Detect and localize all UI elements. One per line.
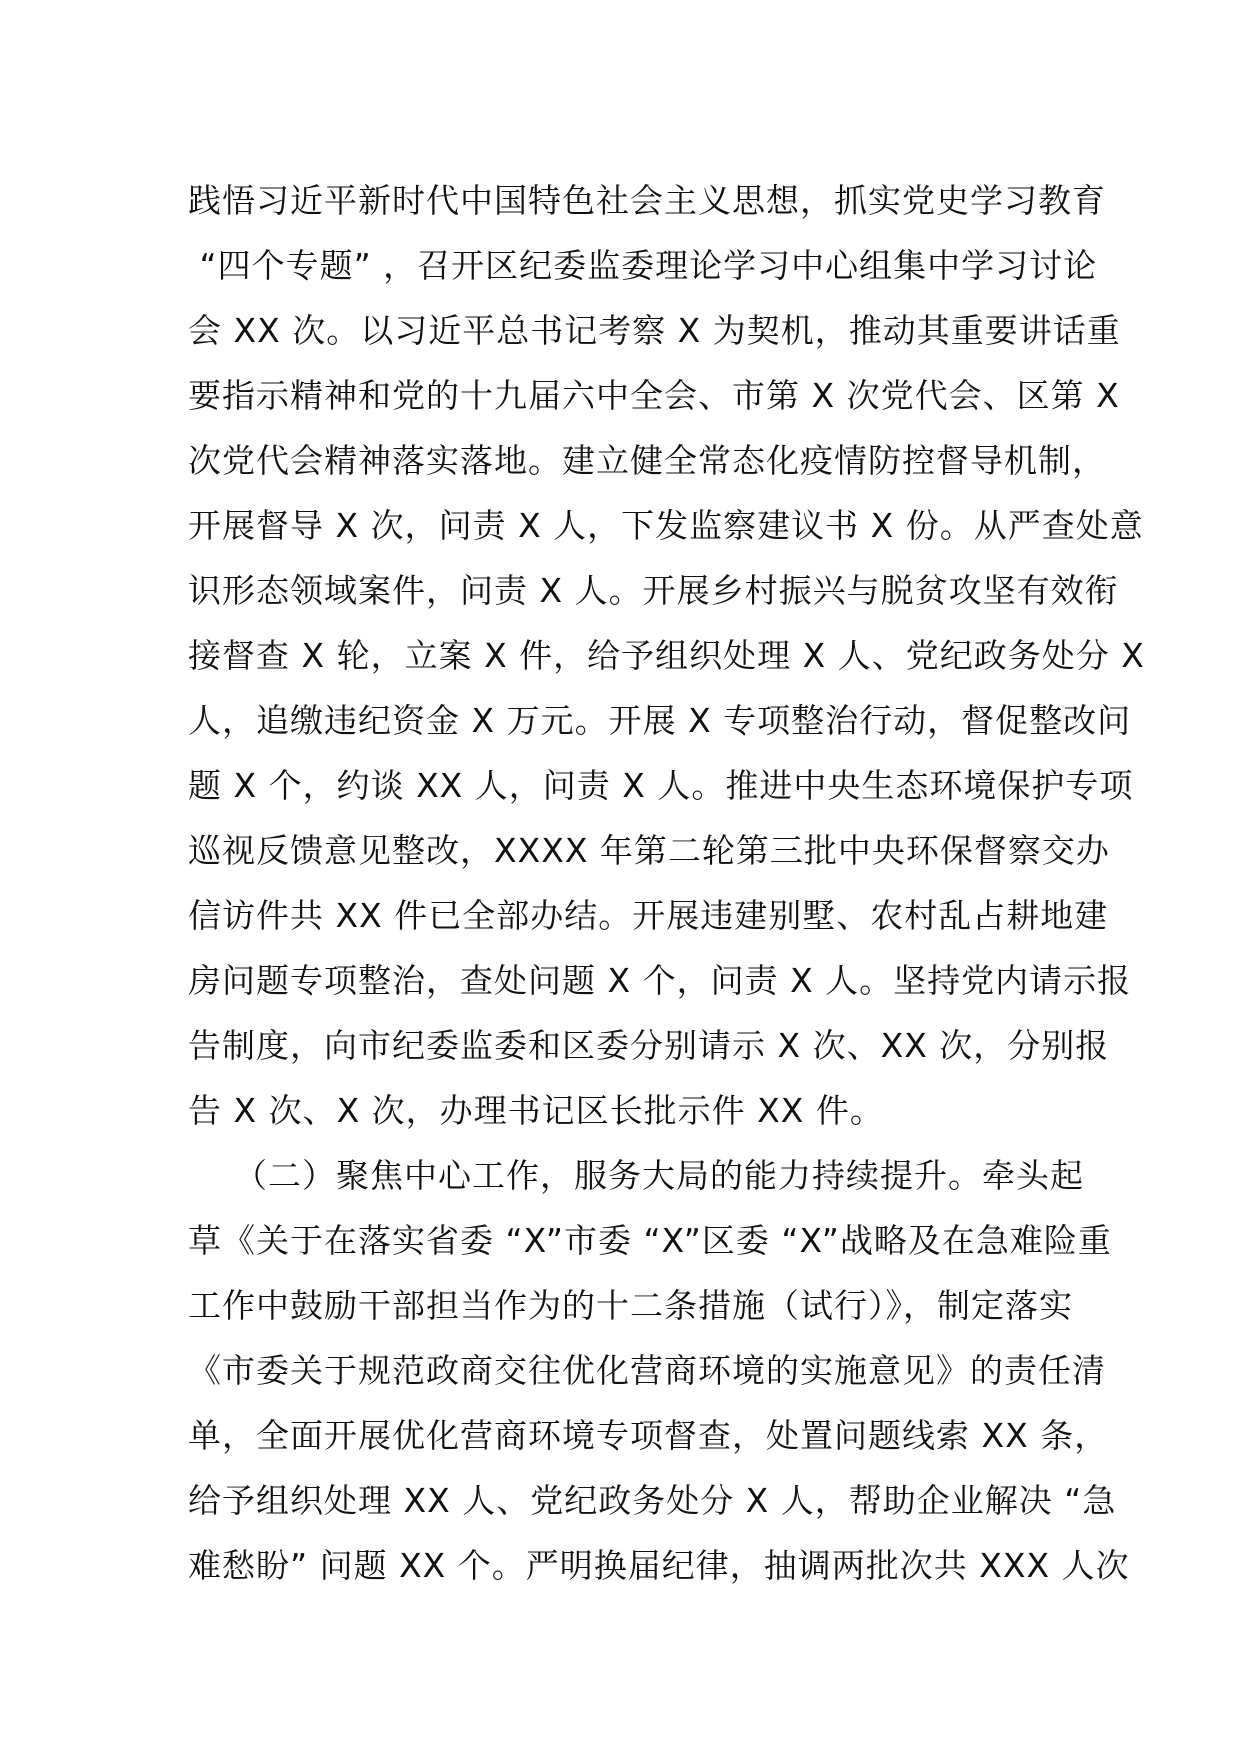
text-line: 践悟习近平新时代中国特色社会主义思想，抓实党史学习教育	[188, 181, 1106, 220]
text-line: 房问题专项整治，查处问题 X 个，问责 X 人。坚持党内请示报	[188, 961, 1132, 1000]
text-line: 题 X 个，约谈 XX 人，问责 X 人。推进中央生态环境保护专项	[188, 766, 1134, 805]
text-line: 告制度，向市纪委监委和区委分别请示 X 次、XX 次，分别报	[188, 1026, 1110, 1065]
text-line: （二）聚焦中心工作，服务大局的能力持续提升。牵头起	[188, 1156, 1084, 1195]
text-line: “四个专题” ，召开区纪委监委理论学习中心组集中学习讨论	[188, 246, 1098, 285]
text-line: 会 XX 次。以习近平总书记考察 X 为契机，推动其重要讲话重	[188, 311, 1121, 350]
text-line: 信访件共 XX 件已全部办结。开展违建别墅、农村乱占耕地建	[188, 896, 1109, 935]
text-line: 次党代会精神落实落地。建立健全常态化疫情防控督导机制，	[188, 441, 1106, 480]
text-line: 接督查 X 轮，立案 X 件，给予组织处理 X 人、党纪政务处分 X	[188, 636, 1145, 675]
text-line: 难愁盼” 问题 XX 个。严明换届纪律，抽调两批次共 XXX 人次	[188, 1546, 1130, 1585]
text-line: 要指示精神和党的十九届六中全会、市第 X 次党代会、区第 X	[188, 376, 1120, 415]
body-text	[188, 168, 1145, 1598]
text-line: 草《关于在落实省委 “X”市委 “X”区委 “X”战略及在急难险重	[188, 1221, 1112, 1260]
text-line: 单，全面开展优化营商环境专项督查，处置问题线索 XX 条，	[188, 1416, 1109, 1455]
text-line: 工作中鼓励干部担当作为的十二条措施（试行）》，制定落实	[188, 1286, 1073, 1325]
text-line: 开展督导 X 次，问责 X 人，下发监察建议书 X 份。从严查处意	[188, 506, 1144, 545]
text-line: 给予组织处理 XX 人、党纪政务处分 X 人，帮助企业解决 “急	[188, 1481, 1117, 1520]
text-line: 《市委关于规范政商交往优化营商环境的实施意见》的责任清	[188, 1351, 1106, 1390]
text-line: 巡视反馈意见整改，XXXX 年第二轮第三批中央环保督察交办	[188, 831, 1110, 870]
text-line: 人，追缴违纪资金 X 万元。开展 X 专项整治行动，督促整改问	[188, 701, 1132, 740]
text-line: 识形态领域案件，问责 X 人。开展乡村振兴与脱贫攻坚有效衔	[188, 571, 1119, 610]
text-line: 告 X 次、X 次，办理书记区长批示件 XX 件。	[188, 1091, 884, 1130]
